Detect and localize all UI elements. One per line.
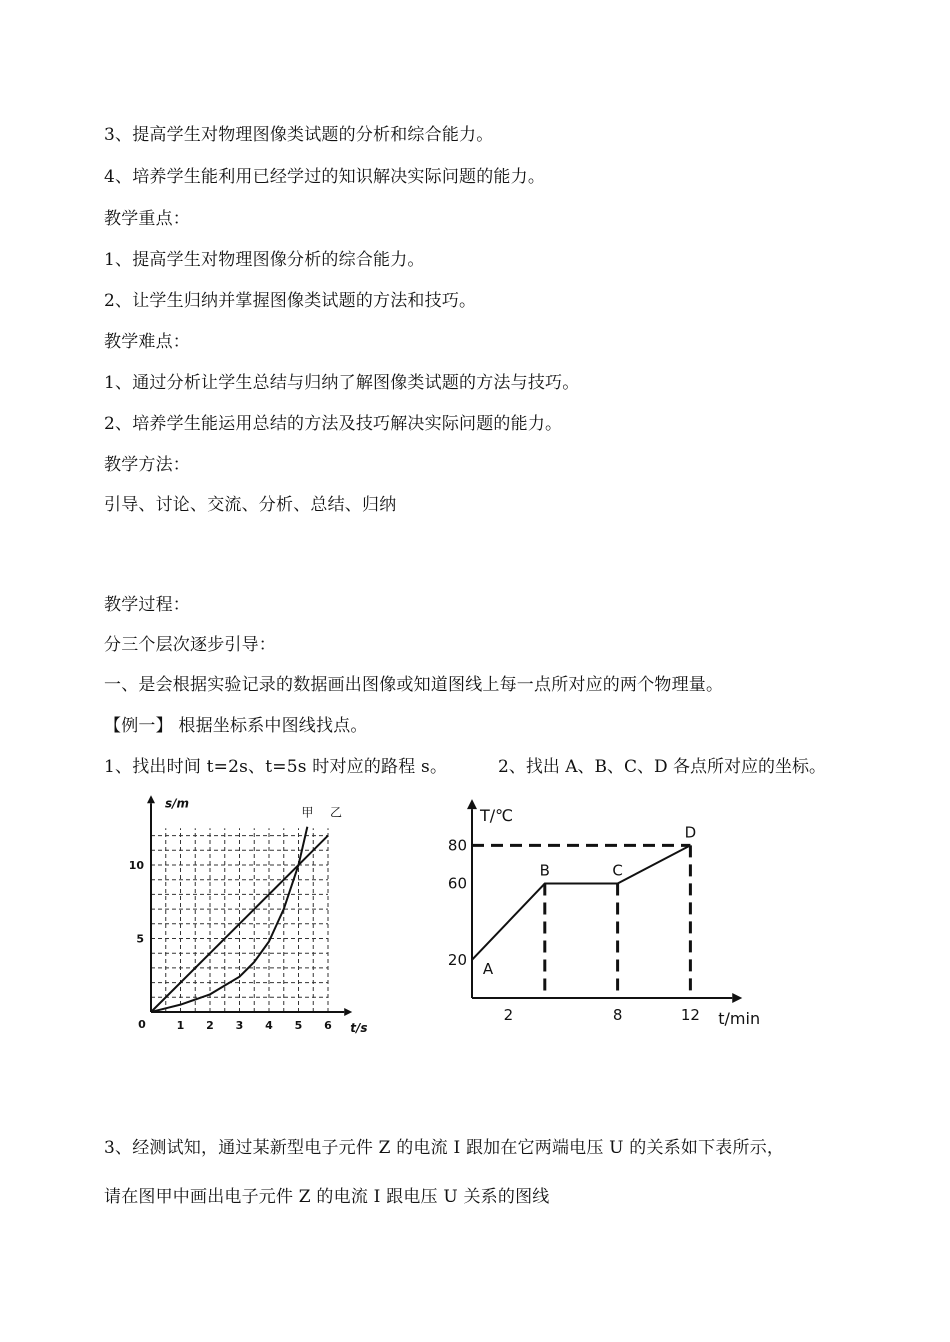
dashed-guides bbox=[472, 845, 690, 998]
x-axis-arrow bbox=[344, 1008, 352, 1016]
x-tick-label: 8 bbox=[612, 1006, 623, 1024]
methods-text: 引导、讨论、交流、分析、总结、归纳 bbox=[104, 495, 397, 515]
difficulties-heading: 教学难点： bbox=[104, 332, 190, 352]
temperature-time-chart bbox=[430, 795, 790, 1035]
methods-heading: 教学方法： bbox=[104, 455, 190, 475]
difficulty-2: 2、培养学生能运用总结的方法及技巧解决实际问题的能力。 bbox=[104, 414, 563, 434]
series-label-jia: 甲 bbox=[301, 805, 314, 820]
x-tick-label: 3 bbox=[235, 1019, 244, 1032]
x-tick-label: 1 bbox=[176, 1019, 185, 1032]
x-tick-label: 2 bbox=[206, 1019, 214, 1032]
series-line-temperature bbox=[472, 845, 690, 959]
origin-label: 0 bbox=[138, 1018, 146, 1031]
y-axis-arrow bbox=[467, 799, 477, 809]
point-label-a: A bbox=[482, 959, 494, 978]
y-axis-arrow bbox=[147, 795, 155, 803]
objective-4: 4、培养学生能利用已经学过的知识解决实际问题的能力。 bbox=[104, 167, 546, 187]
process-intro: 分三个层次逐步引导： bbox=[104, 635, 276, 655]
question-1: 1、找出时间 t=2s、t=5s 时对应的路程 s。 bbox=[104, 757, 448, 777]
y-axis-label: s/m bbox=[165, 796, 190, 811]
y-tick-label: 60 bbox=[447, 874, 467, 893]
key-point-2: 2、让学生归纳并掌握图像类试题的方法和技巧。 bbox=[104, 291, 477, 311]
x-tick-label: 12 bbox=[680, 1006, 700, 1024]
example-1-title: 【例一】 根据坐标系中图线找点。 bbox=[104, 716, 368, 736]
x-tick-label: 5 bbox=[294, 1019, 303, 1032]
y-tick-label: 5 bbox=[136, 932, 144, 946]
x-axis-arrow bbox=[732, 993, 742, 1003]
series-label-yi: 乙 bbox=[330, 805, 343, 820]
x-tick-label: 4 bbox=[265, 1019, 273, 1032]
chart-axes bbox=[467, 799, 742, 1003]
y-axis-label: T/℃ bbox=[480, 806, 514, 826]
x-axis-label: t/s bbox=[350, 1021, 368, 1035]
y-tick-label: 20 bbox=[447, 950, 467, 969]
key-points-heading: 教学重点： bbox=[104, 209, 190, 229]
distance-time-chart bbox=[110, 790, 390, 1050]
process-level-1: 一、是会根据实验记录的数据画出图像或知道图线上每一点所对应的两个物理量。 bbox=[104, 675, 724, 695]
y-tick-label: 10 bbox=[128, 859, 144, 872]
chart-labels bbox=[448, 806, 760, 1028]
point-label-d: D bbox=[684, 823, 697, 842]
question-2: 2、找出 A、B、C、D 各点所对应的坐标。 bbox=[498, 757, 827, 777]
question-3-line-2: 请在图甲中画出电子元件 Z 的电流 I 跟电压 U 关系的图线 bbox=[104, 1187, 550, 1207]
point-label-b: B bbox=[539, 861, 550, 880]
process-heading: 教学过程： bbox=[104, 595, 190, 615]
objective-3: 3、提高学生对物理图像类试题的分析和综合能力。 bbox=[104, 125, 494, 145]
x-tick-label: 2 bbox=[503, 1006, 514, 1024]
x-tick-label: 6 bbox=[324, 1019, 332, 1032]
y-tick-label: 80 bbox=[447, 836, 467, 855]
question-3-line-1: 3、经测试知，通过某新型电子元件 Z 的电流 I 跟加在它两端电压 U 的关系如下表所示， bbox=[104, 1138, 785, 1158]
point-label-c: C bbox=[612, 861, 623, 880]
x-axis-label: t/min bbox=[718, 1009, 761, 1028]
key-point-1: 1、提高学生对物理图像分析的综合能力。 bbox=[104, 250, 425, 270]
difficulty-1: 1、通过分析让学生总结与归纳了解图像类试题的方法与技巧。 bbox=[104, 373, 580, 393]
